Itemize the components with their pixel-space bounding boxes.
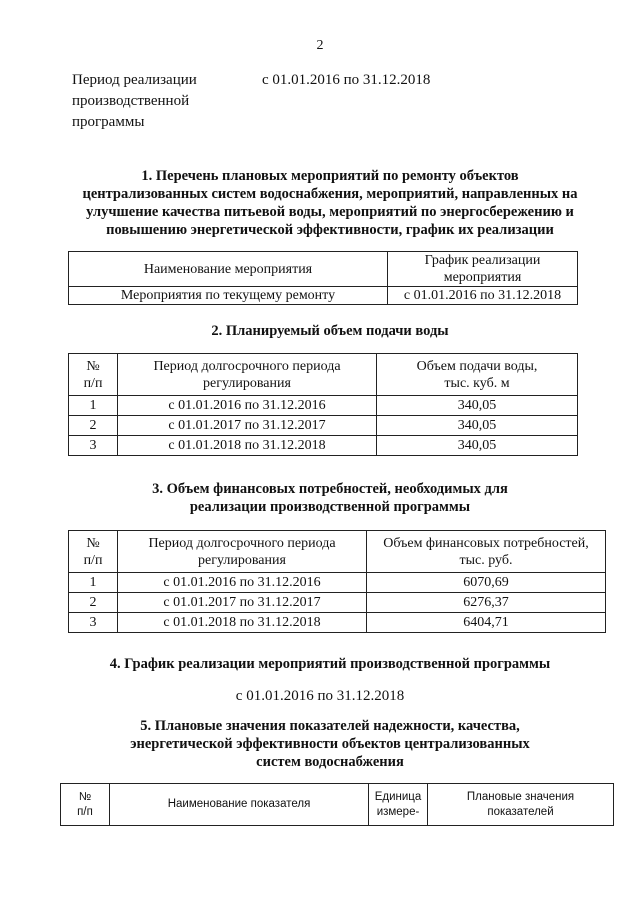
header-line: регулирования — [198, 552, 286, 568]
page-number: 2 — [316, 38, 324, 53]
header-line: Объем финансовых потребностей, — [383, 535, 589, 551]
section5-title — [60, 717, 600, 771]
row-period: с 01.01.2016 по 31.12.2016 — [118, 396, 377, 416]
section1-table — [68, 251, 578, 305]
header-cell-planned — [428, 784, 614, 826]
table-row — [69, 396, 578, 416]
row-number: 1 — [69, 573, 118, 593]
section3-table — [68, 530, 606, 633]
section3-title-line: 3. Объем финансовых потребностей, необходимых для — [152, 481, 508, 497]
header-cell: Наименование мероприятия — [69, 252, 388, 287]
period-label — [72, 70, 242, 133]
header-line: тыс. руб. — [459, 552, 513, 568]
period-label-line: программы — [72, 114, 145, 130]
row-period: с 01.01.2017 по 31.12.2017 — [118, 593, 367, 613]
header-line: п/п — [77, 805, 93, 818]
header-cell-number — [69, 531, 118, 573]
table-row — [69, 436, 578, 456]
table-header-row — [69, 354, 578, 396]
header-line: График реализации — [424, 253, 541, 268]
section4-title: 4. График реализации мероприятий производственной программы — [109, 656, 551, 672]
header-cell-name: Наименование показателя — [110, 784, 369, 826]
header-cell-period — [118, 531, 367, 573]
table-row — [69, 613, 606, 633]
section3-title-line: реализации производственной программы — [189, 499, 471, 515]
header-line: Плановые значения — [466, 790, 575, 803]
row-number: 2 — [69, 593, 118, 613]
header-cell-period — [118, 354, 377, 396]
period-label-line: Период реализации — [72, 72, 197, 88]
header-line: Единица — [374, 790, 422, 803]
row-number: 3 — [69, 436, 118, 456]
section5-title-line: энергетической эффективности объектов централизованных — [130, 736, 530, 752]
header-cell-number — [61, 784, 110, 826]
period-label-line: производственной — [72, 93, 190, 109]
row-number: 2 — [69, 416, 118, 436]
section5-title-line: 5. Плановые значения показателей надежности, качества, — [140, 718, 520, 734]
table-header-row — [69, 531, 606, 573]
header-line: Период долгосрочного периода — [148, 535, 336, 551]
row-value: 6404,71 — [367, 613, 606, 633]
row-value: 340,05 — [377, 396, 578, 416]
table-header-row — [61, 784, 614, 826]
header-line: № — [86, 535, 100, 551]
table-row — [69, 593, 606, 613]
row-number: 1 — [69, 396, 118, 416]
header-line: № — [78, 790, 92, 803]
header-line: показателей — [487, 805, 554, 818]
row-value: 6070,69 — [367, 573, 606, 593]
header-line: Период долгосрочного периода — [153, 358, 341, 374]
table-row — [69, 573, 606, 593]
section1-title-line: централизованных систем водоснабжения, мероприятий, направленных на — [82, 186, 578, 202]
header-line: измере- — [376, 805, 420, 818]
section1-title-line: улучшение качества питьевой воды, мероприятий по энергосбережению и — [86, 204, 574, 220]
period-value: с 01.01.2016 по 31.12.2018 — [262, 72, 431, 88]
table-row — [69, 416, 578, 436]
section3-title — [60, 480, 600, 516]
header-line: тыс. куб. м — [444, 375, 510, 391]
row-schedule: с 01.01.2016 по 31.12.2018 — [388, 287, 578, 305]
header-cell-unit — [369, 784, 428, 826]
header-line: Объем подачи воды, — [416, 358, 538, 374]
row-period: с 01.01.2018 по 31.12.2018 — [118, 436, 377, 456]
header-line: п/п — [83, 552, 103, 568]
header-line: регулирования — [203, 375, 291, 391]
row-value: 340,05 — [377, 416, 578, 436]
header-cell-value — [377, 354, 578, 396]
row-period: с 01.01.2017 по 31.12.2017 — [118, 416, 377, 436]
section4-value: с 01.01.2016 по 31.12.2018 — [235, 688, 405, 704]
row-period: с 01.01.2016 по 31.12.2016 — [118, 573, 367, 593]
section2-title: 2. Планируемый объем подачи воды — [211, 323, 449, 339]
table-row — [69, 287, 578, 305]
section1-title — [60, 167, 600, 239]
header-cell-value — [367, 531, 606, 573]
section5-title-line: систем водоснабжения — [256, 754, 404, 770]
header-cell-number — [69, 354, 118, 396]
section1-title-line: 1. Перечень плановых мероприятий по ремонту объектов — [141, 168, 519, 184]
row-number: 3 — [69, 613, 118, 633]
header-cell — [388, 252, 578, 287]
row-name: Мероприятия по текущему ремонту — [69, 287, 388, 305]
row-value: 340,05 — [377, 436, 578, 456]
section2-table — [68, 353, 578, 456]
section5-table — [60, 783, 614, 826]
header-line: № — [86, 358, 100, 374]
row-value: 6276,37 — [367, 593, 606, 613]
table-header-row — [69, 252, 578, 287]
header-line: п/п — [83, 375, 103, 391]
row-period: с 01.01.2018 по 31.12.2018 — [118, 613, 367, 633]
header-line: мероприятия — [443, 270, 522, 285]
section1-title-line: повышению энергетической эффективности, график их реализации — [106, 222, 554, 238]
